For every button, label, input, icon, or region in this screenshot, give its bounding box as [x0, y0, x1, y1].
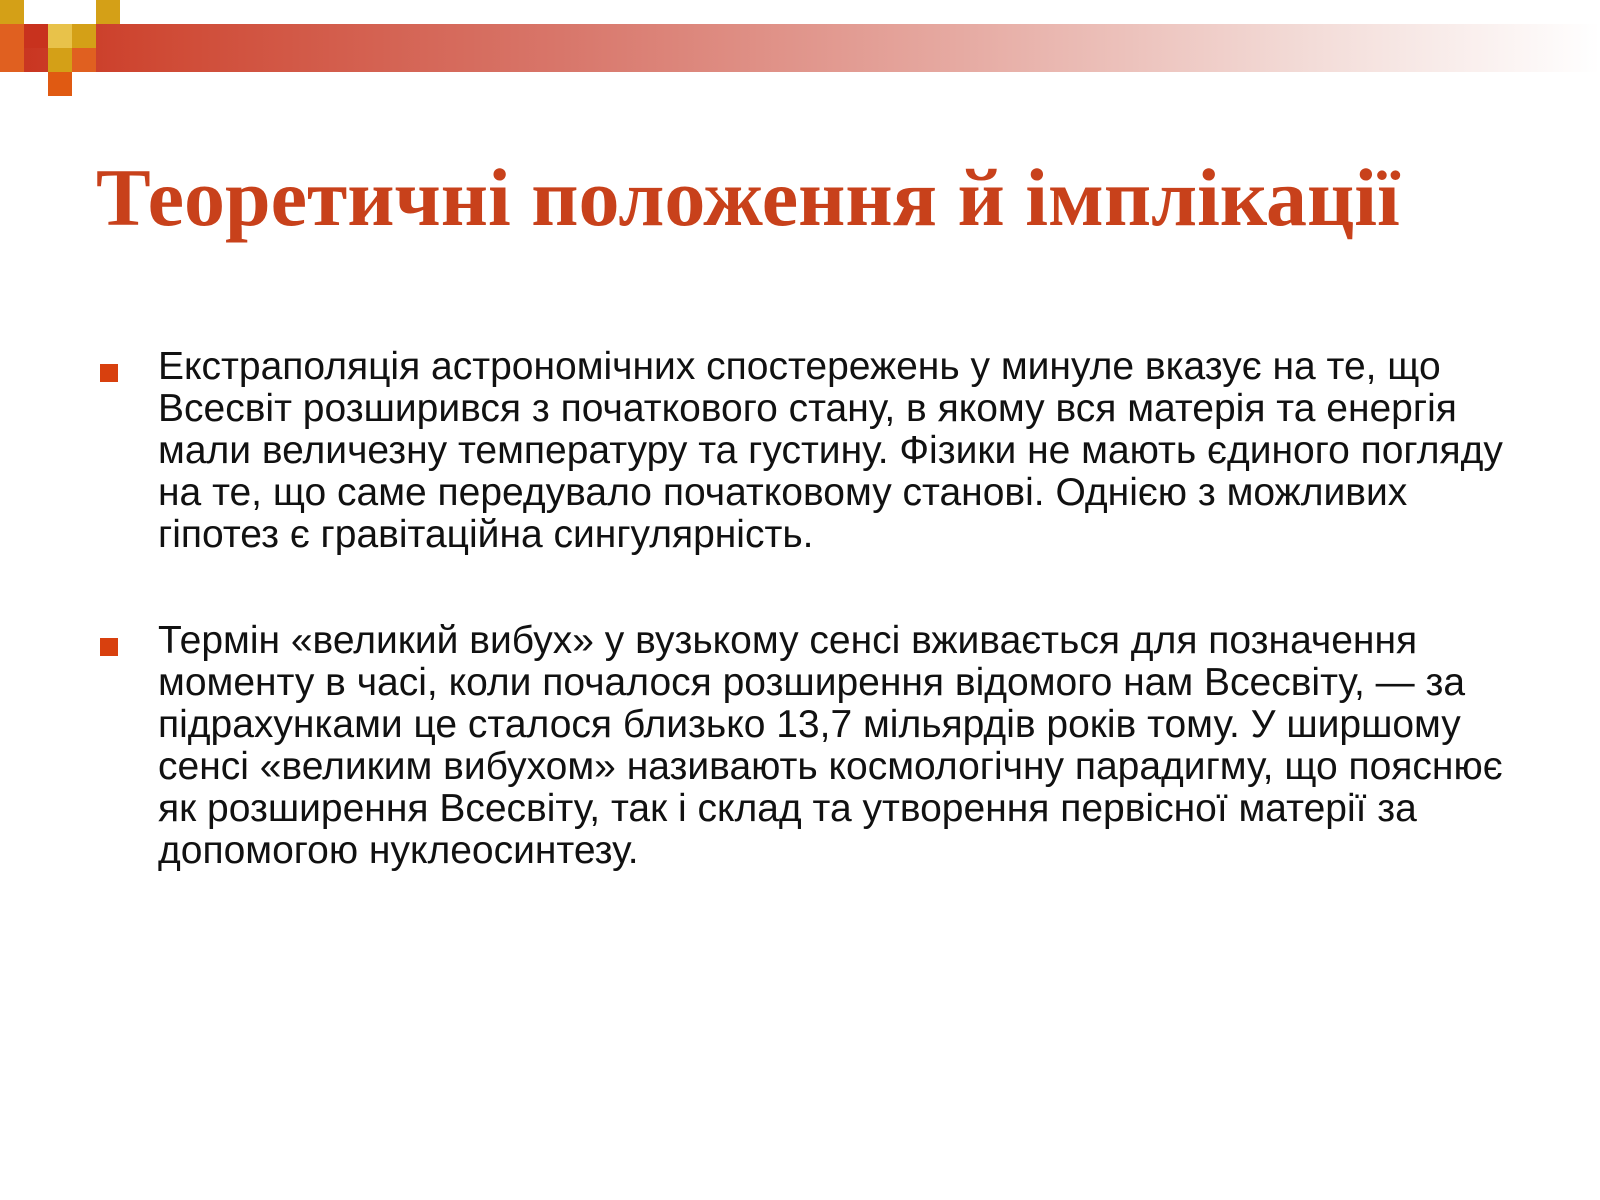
bullet-item	[96, 620, 1516, 872]
decor-square	[48, 48, 72, 72]
bullet-list	[96, 346, 1516, 936]
bullet-text: Екстраполяція астрономічних спостережень у минуле вказує на те, що Всесвіт розширився з початкового стану, в якому вся матерія та енергія мали величезну температуру та густину. Фізики не мають єдиного погляду на те, що саме передувало початковому станові. Однією з можливих гіпотез є гравітаційна сингулярність.	[158, 345, 1503, 556]
decor-square	[48, 24, 72, 48]
decor-square	[72, 48, 96, 72]
decor-square	[96, 0, 120, 24]
decor-square	[72, 24, 96, 48]
decor-square	[24, 24, 48, 48]
square-bullet-icon	[100, 638, 118, 656]
square-bullet-icon	[100, 364, 118, 382]
slide-title: Теоретичні положення й імплікації	[96, 152, 1400, 243]
decor-square	[48, 72, 72, 96]
decor-square	[0, 0, 24, 24]
bullet-item	[96, 346, 1516, 556]
bullet-text: Термін «великий вибух» у вузькому сенсі вживається для позначення моменту в часі, коли почалося розширення відомого нам Всесвіту, — за підрахунками це сталося близько 13,7 мільярдів років тому. У ширшому сенсі «великим вибухом» називають космологічну парадигму, що пояснює як розширення Всесвіту, так і склад та утворення первісної матерії за допомогою нуклеосинтезу.	[158, 619, 1503, 872]
decor-square	[0, 24, 24, 72]
header-gradient-band	[0, 24, 1600, 72]
